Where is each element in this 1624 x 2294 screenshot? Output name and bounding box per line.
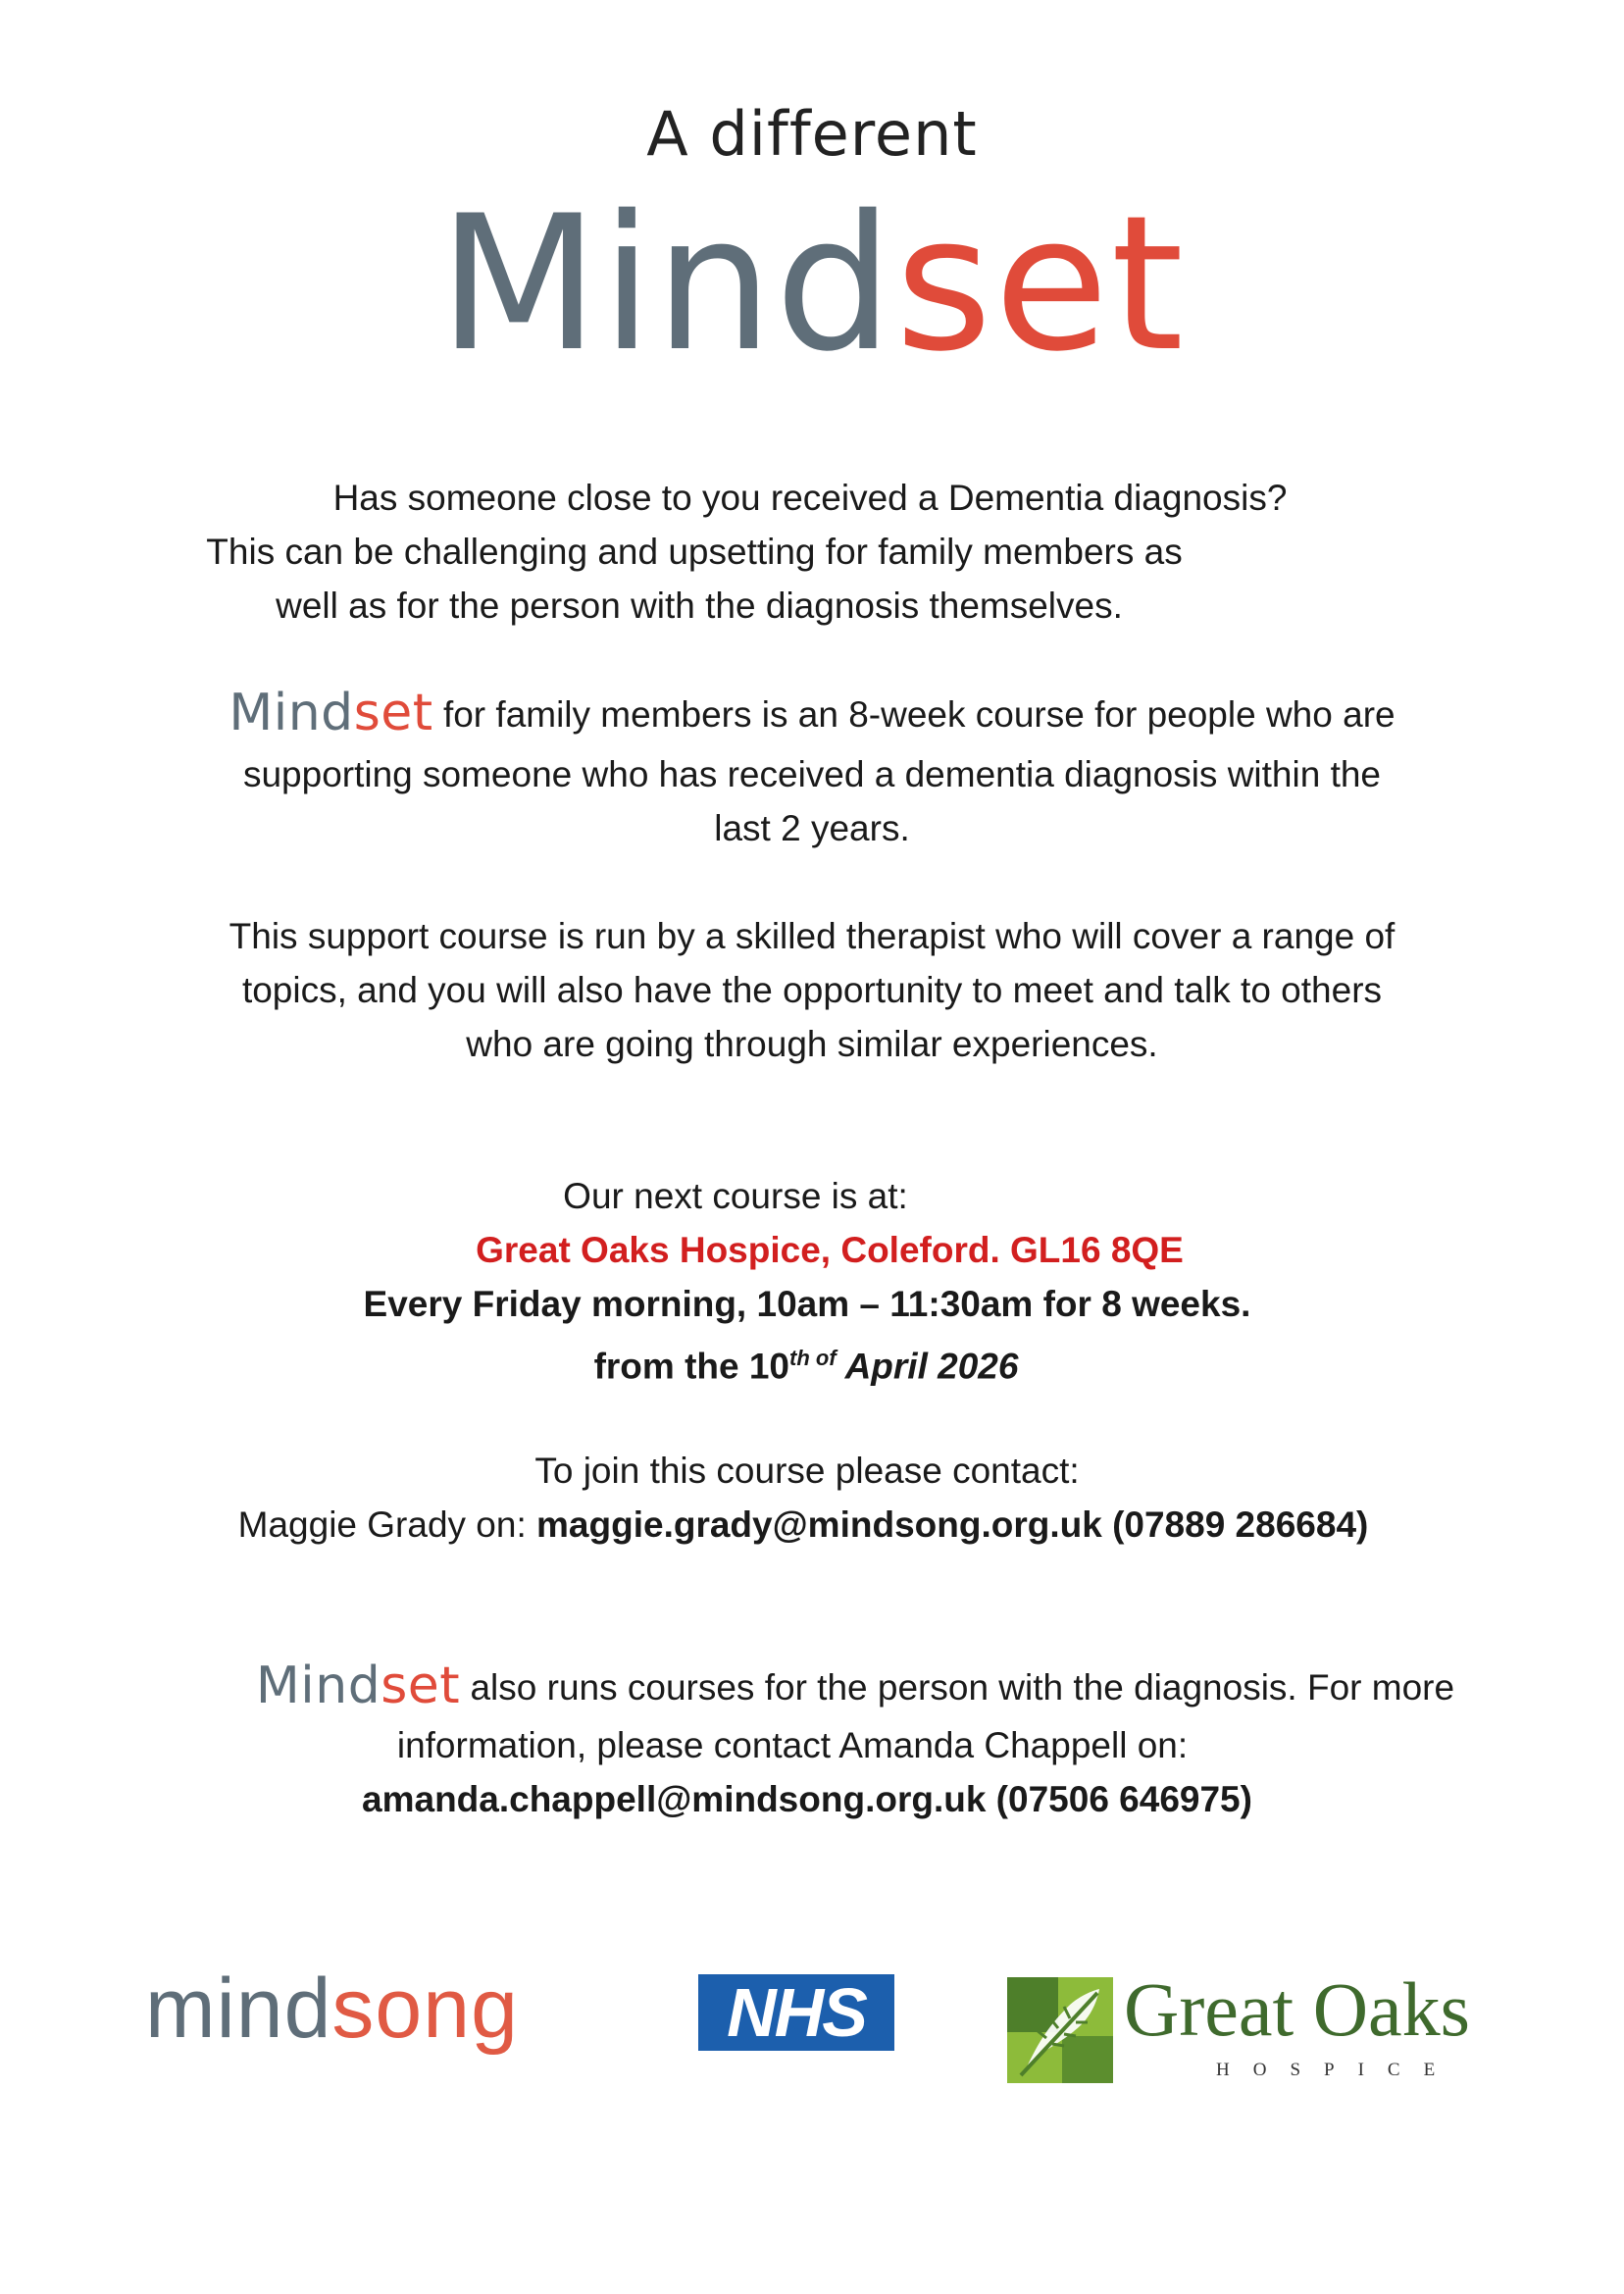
support-line-3: who are going through similar experiences. — [466, 1024, 1158, 1064]
contact-line: Maggie Grady on: maggie.grady@mindsong.org.uk (07889 286684) — [237, 1504, 1369, 1545]
intro-line-2: This can be challenging and upsetting for family members as — [206, 532, 1183, 572]
other-courses-line-2: information, please contact Amanda Chappell on: — [396, 1725, 1189, 1765]
mindset-logo — [0, 176, 1624, 392]
course-desc-line-2: supporting someone who has received a dementia diagnosis within the — [242, 754, 1382, 794]
mindset-inline-logo: Mindset — [228, 684, 433, 742]
mindset-logo-set: set — [894, 176, 1187, 392]
support-line-1: This support course is run by a skilled therapist who will cover a range of — [228, 916, 1396, 956]
mindset-inline-logo-2: Mindset — [255, 1657, 461, 1715]
oak-leaf-icon — [1007, 1977, 1113, 2083]
intro-line-1: Has someone close to you received a Dementia diagnosis? — [332, 478, 1288, 518]
mindsong-logo: mindsong — [145, 1962, 519, 2056]
next-course-venue: Great Oaks Hospice, Coleford. GL16 8QE — [476, 1230, 1184, 1270]
course-desc-line-1: Mindset for family members is an 8-week course for people who are — [228, 684, 1396, 742]
great-oaks-hospice-label: HOSPICE — [1216, 2060, 1459, 2080]
tagline: A different — [646, 98, 978, 170]
mindset-logo-mind: Mind — [437, 176, 895, 392]
other-courses-contact[interactable]: amanda.chappell@mindsong.org.uk (07506 646975) — [362, 1779, 1252, 1819]
course-desc-line-3: last 2 years. — [714, 808, 910, 848]
next-course-schedule: Every Friday morning, 10am – 11:30am for 8 weeks. — [363, 1284, 1251, 1324]
nhs-logo: NHS — [698, 1974, 894, 2051]
contact-email-phone[interactable]: maggie.grady@mindsong.org.uk (07889 286684) — [536, 1504, 1369, 1545]
great-oaks-name: Great Oaks — [1124, 1966, 1471, 2052]
contact-intro: To join this course please contact: — [534, 1451, 1080, 1491]
next-course-intro: Our next course is at: — [563, 1176, 908, 1216]
next-course-start-date: from the $10^{th of}$ April 2026 — [593, 1346, 1019, 1387]
other-courses-line-1: Mindset also runs courses for the person with the diagnosis. For more — [255, 1657, 1455, 1715]
support-line-2: topics, and you will also have the opportunity to meet and talk to others — [241, 970, 1383, 1010]
intro-line-3: well as for the person with the diagnosis themselves. — [276, 586, 1123, 626]
